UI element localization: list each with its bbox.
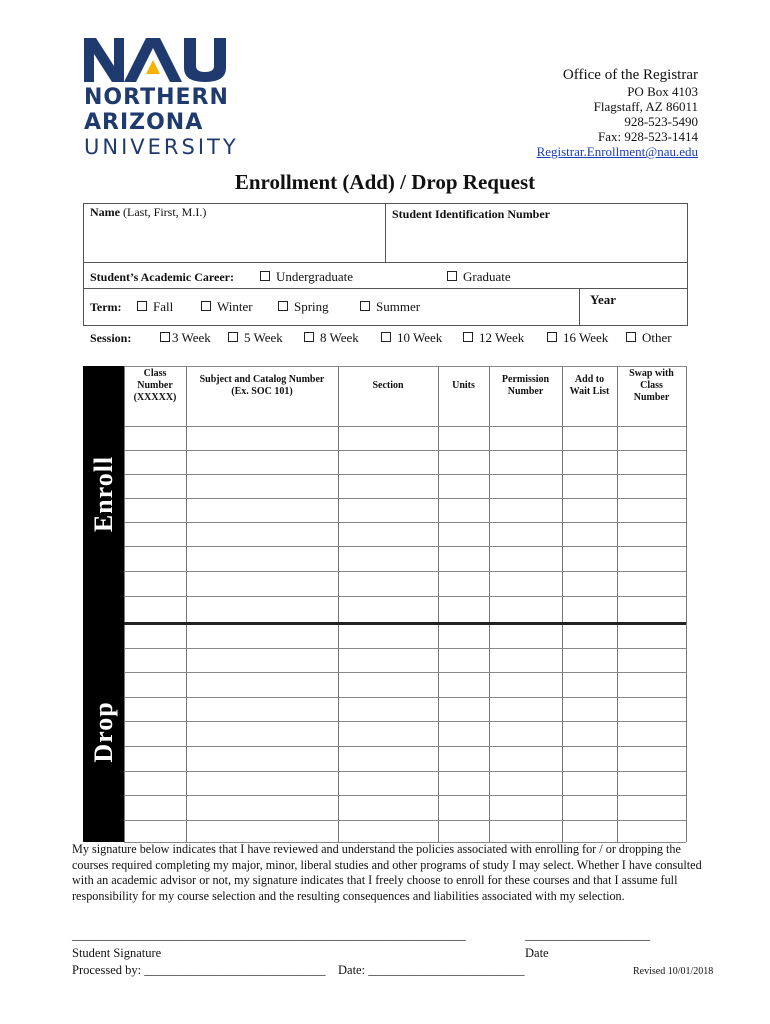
enroll-label: Enroll — [88, 455, 118, 533]
logo-northern: NORTHERN — [84, 85, 229, 110]
career-undergraduate-option[interactable] — [260, 269, 353, 285]
checkbox-icon[interactable] — [260, 271, 270, 281]
logo-university: UNIVERSITY — [84, 135, 239, 159]
session-5-week-option[interactable] — [228, 330, 283, 346]
name-label: Name — [90, 205, 120, 219]
grid-column-line — [686, 366, 687, 842]
drop-label: Drop — [88, 701, 118, 763]
table-row-line — [124, 474, 686, 475]
session-12-week-option[interactable] — [463, 330, 524, 346]
checkbox-icon[interactable] — [547, 332, 557, 342]
checkbox-icon[interactable] — [463, 332, 473, 342]
name-hint: (Last, First, M.I.) — [120, 205, 207, 219]
checkbox-icon[interactable] — [228, 332, 238, 342]
table-row-line — [124, 546, 686, 547]
term-label: Term: — [90, 300, 122, 314]
office-phone: 928-523-5490 — [624, 114, 698, 129]
table-row-line — [124, 622, 686, 625]
career-label: Student’s Academic Career: — [90, 270, 234, 284]
session-other-option[interactable] — [626, 330, 672, 346]
career-undergraduate-label: Undergraduate — [276, 269, 354, 284]
processed-date[interactable]: Date: _________________________ — [338, 963, 525, 977]
nau-logo-mark — [84, 38, 246, 82]
table-row-line — [124, 366, 686, 367]
table-row-line — [124, 450, 686, 451]
checkbox-icon[interactable] — [381, 332, 391, 342]
checkbox-icon[interactable] — [304, 332, 314, 342]
office-po-box: PO Box 4103 — [627, 84, 698, 99]
col-class-number: Class Number (XXXXX) — [133, 368, 177, 403]
year-label: Year — [590, 292, 616, 307]
office-city: Flagstaff, AZ 86011 — [593, 99, 698, 114]
session-16-week-label: 16 Week — [563, 330, 609, 345]
col-units: Units — [452, 380, 475, 391]
session-8-week-option[interactable] — [304, 330, 359, 346]
table-row-line — [124, 571, 686, 572]
signature-label: Student Signature — [72, 946, 162, 960]
session-16-week-option[interactable] — [547, 330, 608, 346]
table-row-line — [124, 721, 686, 722]
term-summer-label: Summer — [376, 299, 421, 314]
table-row-line — [124, 648, 686, 649]
table-row-line — [124, 522, 686, 523]
form-title: Enrollment (Add) / Drop Request — [234, 170, 536, 194]
career-graduate-option[interactable] — [447, 269, 511, 285]
processed-by[interactable]: Processed by: _____________________________ — [72, 963, 326, 977]
session-5-week-label: 5 Week — [244, 330, 283, 345]
student-id-label: Student Identification Number — [392, 207, 551, 221]
table-row-line — [124, 426, 686, 427]
checkbox-icon[interactable] — [137, 301, 147, 311]
table-row-line — [124, 672, 686, 673]
office-title: Office of the Registrar — [562, 67, 698, 83]
signature-date-label: Date — [525, 946, 549, 960]
session-8-week-label: 8 Week — [320, 330, 359, 345]
signature-line[interactable]: _______________________________________________________________ — [72, 928, 466, 942]
career-graduate-label: Graduate — [463, 269, 511, 284]
signature-date-line[interactable]: ____________________ — [525, 928, 650, 942]
checkbox-icon[interactable] — [278, 301, 288, 311]
col-section: Section — [372, 380, 404, 391]
checkbox-icon[interactable] — [160, 332, 170, 342]
office-fax: Fax: 928-523-1414 — [597, 129, 698, 144]
term-winter-option[interactable] — [201, 299, 253, 315]
col-swap-class: Swap with Class Number — [629, 368, 674, 403]
session-12-week-label: 12 Week — [479, 330, 525, 345]
table-row-line — [124, 697, 686, 698]
term-fall-label: Fall — [153, 299, 174, 314]
col-permission-number: Permission Number — [501, 374, 550, 397]
term-winter-label: Winter — [217, 299, 253, 314]
session-10-week-label: 10 Week — [397, 330, 443, 345]
session-3-week-label: 3 Week — [172, 330, 211, 345]
table-row-line — [124, 820, 686, 821]
policy-statement: My signature below indicates that I have reviewed and understand the policies associated with enrolling for / or dropping the courses required completing my major, minor, liberal studies and other programs of study I may select. Whether I have consulted with an academic advisor or not, my signature indicates that I freely choose to enroll for these courses and that I assume full responsibility for my course selection and the resulting consequences and liabilities associated with my selection. — [72, 842, 702, 903]
office-info — [537, 66, 698, 159]
nau-logo — [84, 38, 246, 160]
session-other-label: Other — [642, 330, 672, 345]
table-row-line — [124, 596, 686, 597]
session-10-week-option[interactable] — [381, 330, 442, 346]
checkbox-icon[interactable] — [360, 301, 370, 311]
session-3-week-option[interactable] — [160, 330, 211, 346]
term-fall-option[interactable] — [137, 299, 173, 315]
office-email-link[interactable]: Registrar.Enrollment@nau.edu — [536, 144, 698, 159]
term-summer-option[interactable] — [360, 299, 420, 315]
checkbox-icon[interactable] — [626, 332, 636, 342]
revised-date: Revised 10/01/2018 — [633, 966, 714, 977]
table-row-line — [124, 746, 686, 747]
term-spring-option[interactable] — [278, 299, 329, 315]
col-subject-catalog: Subject and Catalog Number (Ex. SOC 101) — [199, 374, 325, 397]
table-row-line — [124, 771, 686, 772]
table-row-line — [124, 498, 686, 499]
logo-arizona: ARIZONA — [84, 110, 204, 135]
name-label-wrap — [90, 205, 206, 220]
drop-side-label — [83, 622, 124, 842]
checkbox-icon[interactable] — [447, 271, 457, 281]
term-spring-label: Spring — [294, 299, 329, 314]
col-wait-list: Add to Wait List — [569, 374, 610, 397]
checkbox-icon[interactable] — [201, 301, 211, 311]
session-label: Session: — [90, 331, 132, 345]
table-row-line — [124, 795, 686, 796]
enroll-side-label — [83, 366, 124, 622]
